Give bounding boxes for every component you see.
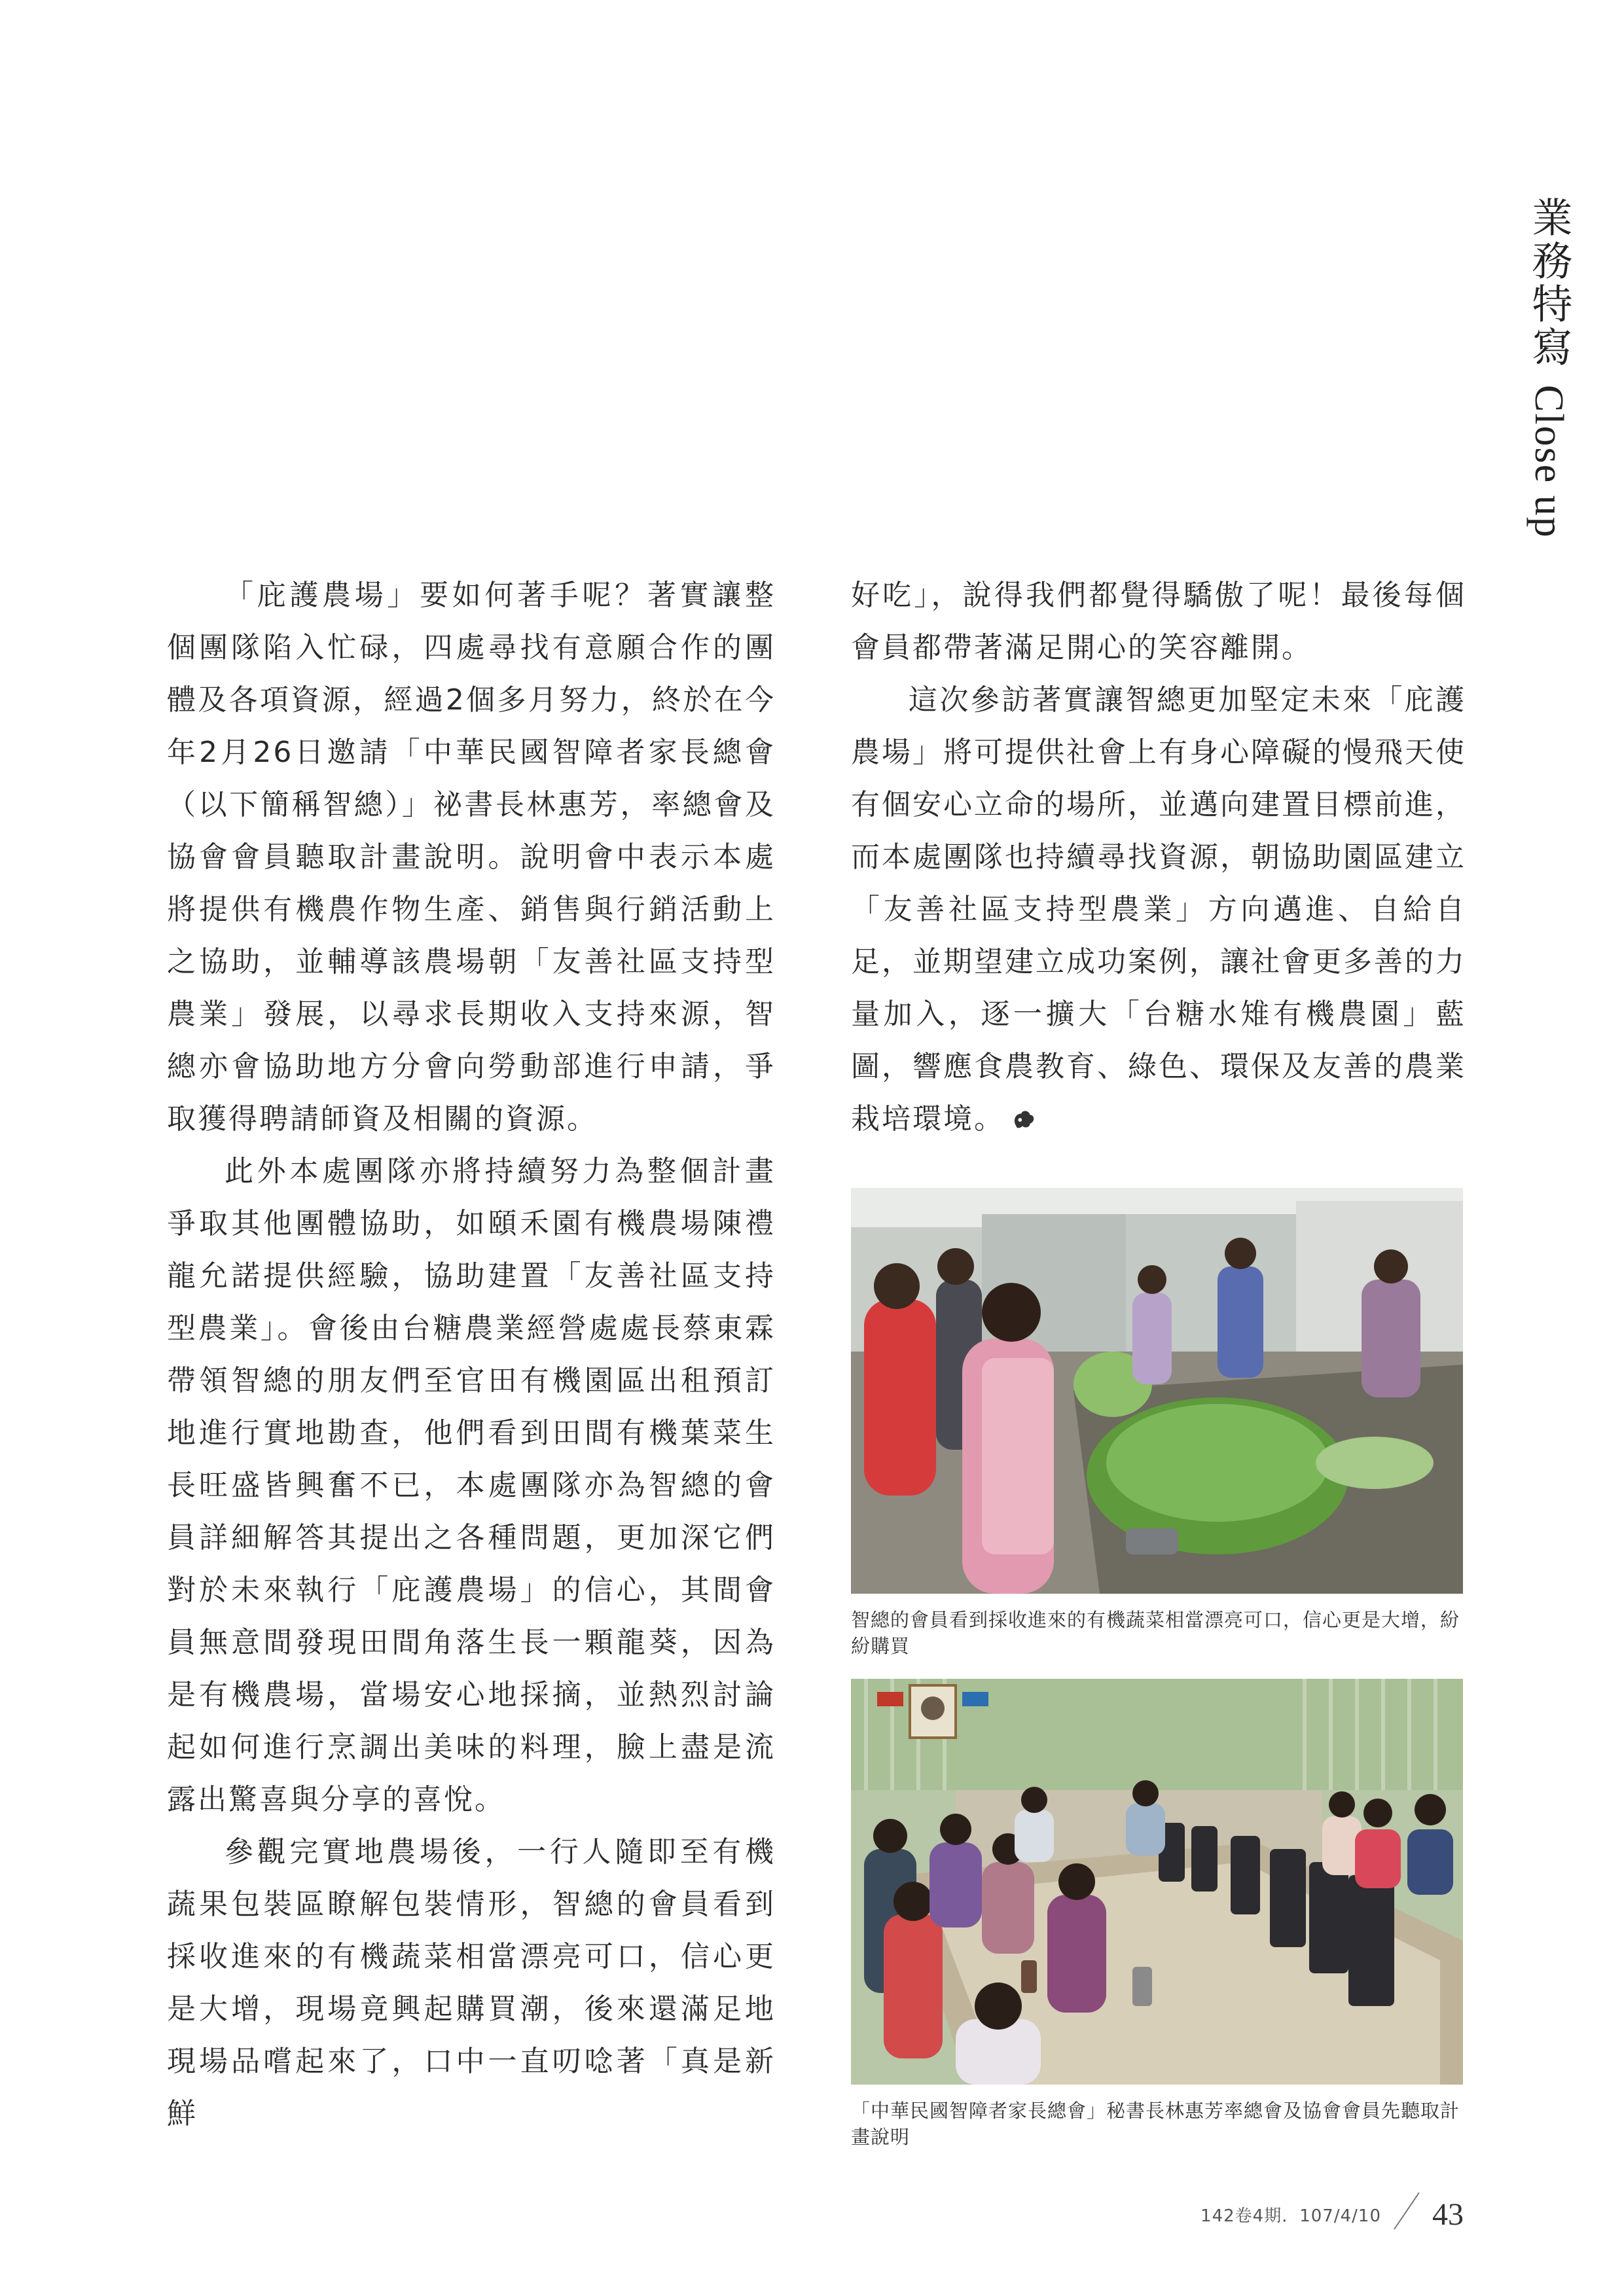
paragraph: 參觀完實地農場後，一行人隨即至有機蔬果包裝區瞭解包裝情形，智總的會員看到採收進來的有機蔬菜相當漂亮可口，信心更是大增，現場竟興起購買潮，後來還滿足地現場品嚐起來了，口中一直叨唸著「真是新鮮 — [167, 1835, 776, 2130]
photo-vegetable-purchase — [851, 1188, 1463, 1594]
photo-caption: 「中華民國智障者家長總會」秘書長林惠芳率總會及協會會員先聽取計畫說明 — [851, 2100, 1460, 2148]
photo-meeting — [851, 1679, 1463, 2085]
paragraph-continuation: 好吃」，說得我們都覺得驕傲了呢！最後每個會員都帶著滿足開心的笑容離開。 — [851, 579, 1466, 664]
paragraph: 此外本處團隊亦將持續努力為整個計畫爭取其他團體協助，如頤禾園有機農場陳禮龍允諾提供經驗，協助建置「友善社區支持型農業」。會後由台糖農業經營處處長蔡東霖帶領智總的朋友們至官田有機園區出租預訂地進行實地勘查，他們看到田間有機葉菜生長旺盛皆興奮不已，本處團隊亦為智總的會員詳細解答其提出之各種問題，更加深它們對於未來執行「庇護農場」的信心，其間會員無意間發現田間角落生長一顆龍葵，因為是有機農場，當場安心地採摘，並熱烈討論起如何進行烹調出美味的料理，臉上盡是流露出驚喜與分享的喜悅。 — [167, 1155, 776, 1816]
photo-meeting-image — [851, 1679, 1463, 2085]
photo-caption: 智總的會員看到採收進來的有機蔬菜相當漂亮可口，信心更是大增，紛紛購買 — [851, 1609, 1460, 1657]
paragraph-final-text: 這次參訪著實讓智總更加堅定未來「庇護農場」將可提供社會上有身心障礙的慢飛天使有個安心立命的場所，並邁向建置目標前進，而本處團隊也持續尋找資源，朝協助園區建立「友善社區支持型農業」方向邁進、自給自足，並期望建立成功案例，讓社會更多善的力量加入，逐一擴大「台糖水雉有機農園」藍圖，響應食農教育、綠色、環保及友善的農業栽培環境。 — [851, 683, 1466, 1136]
section-title-zh: 業務特寫 — [1525, 196, 1573, 369]
paragraph: 「庇護農場」要如何著手呢？著實讓整個團隊陷入忙碌，四處尋找有意願合作的團體及各項資源，經過2個多月努力，終於在今年2月26日邀請「中華民國智障者家長總會（以下簡稱智總）」祕書長林惠芳，率總會及協會會員聽取計畫說明。說明會中表示本處將提供有機農作物生產、銷售與行銷活動上之協助，並輔導該農場朝「友善社區支持型農業」發展，以尋求長期收入支持來源，智總亦會協助地方分會向勞動部進行申請，爭取獲得聘請師資及相關的資源。 — [167, 579, 776, 1136]
page-number: 43 — [1432, 2197, 1464, 2232]
section-title-en: Close up — [1526, 385, 1571, 539]
issue-info: 142卷4期．107/4/10 — [1200, 2206, 1381, 2226]
paragraph-final — [851, 674, 1466, 1145]
page-footer — [1200, 2191, 1464, 2231]
divider-slash-icon — [1390, 2191, 1423, 2231]
end-mark-icon — [1011, 1107, 1036, 1132]
photo-vegetable-purchase-image — [851, 1188, 1463, 1594]
left-column — [167, 569, 776, 2140]
section-title — [1513, 196, 1585, 539]
right-column — [851, 569, 1466, 1145]
